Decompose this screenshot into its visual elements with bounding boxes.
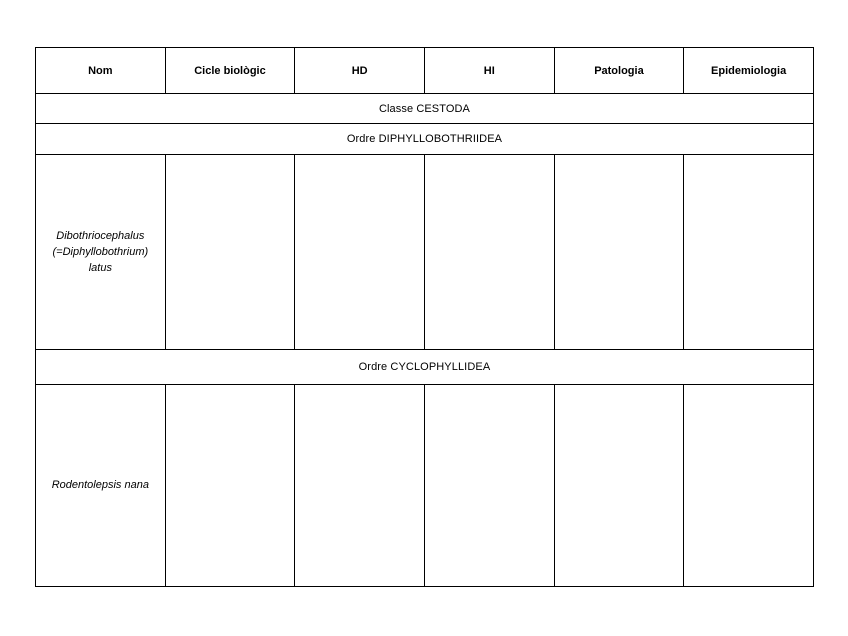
class-row <box>36 94 814 124</box>
cell-epidemiologia-1[interactable] <box>684 154 814 349</box>
header-row <box>36 48 814 94</box>
header-epidemiologia: Epidemiologia <box>684 48 814 94</box>
cell-epidemiologia-2[interactable] <box>684 384 814 586</box>
cell-hi-2[interactable] <box>424 384 554 586</box>
worksheet <box>35 47 813 587</box>
order-row-2 <box>36 349 814 384</box>
species-name-1 <box>36 154 166 349</box>
header-nom: Nom <box>36 48 166 94</box>
cell-hd-2[interactable] <box>295 384 425 586</box>
species-name-1-line3: latus <box>88 261 112 274</box>
header-hi: HI <box>424 48 554 94</box>
class-label: Classe CESTODA <box>36 94 814 124</box>
cell-hd-1[interactable] <box>295 154 425 349</box>
cell-cicle-biologic-1[interactable] <box>165 154 295 349</box>
header-patologia: Patologia <box>554 48 684 94</box>
species-name-1-line1: Dibothriocephalus <box>56 229 145 242</box>
parasite-table <box>35 47 814 587</box>
cell-patologia-2[interactable] <box>554 384 684 586</box>
cell-hi-1[interactable] <box>424 154 554 349</box>
species-name-1-line2: (=Diphyllobothrium) <box>52 245 149 258</box>
header-cicle-biologic: Cicle biològic <box>165 48 295 94</box>
cell-cicle-biologic-2[interactable] <box>165 384 295 586</box>
order-row-1 <box>36 124 814 154</box>
species-row-2 <box>36 384 814 586</box>
species-row-1 <box>36 154 814 349</box>
cell-patologia-1[interactable] <box>554 154 684 349</box>
header-hd: HD <box>295 48 425 94</box>
order-label-2: Ordre CYCLOPHYLLIDEA <box>36 349 814 384</box>
species-name-2: Rodentolepsis nana <box>36 384 166 586</box>
order-label-1: Ordre DIPHYLLOBOTHRIIDEA <box>36 124 814 154</box>
